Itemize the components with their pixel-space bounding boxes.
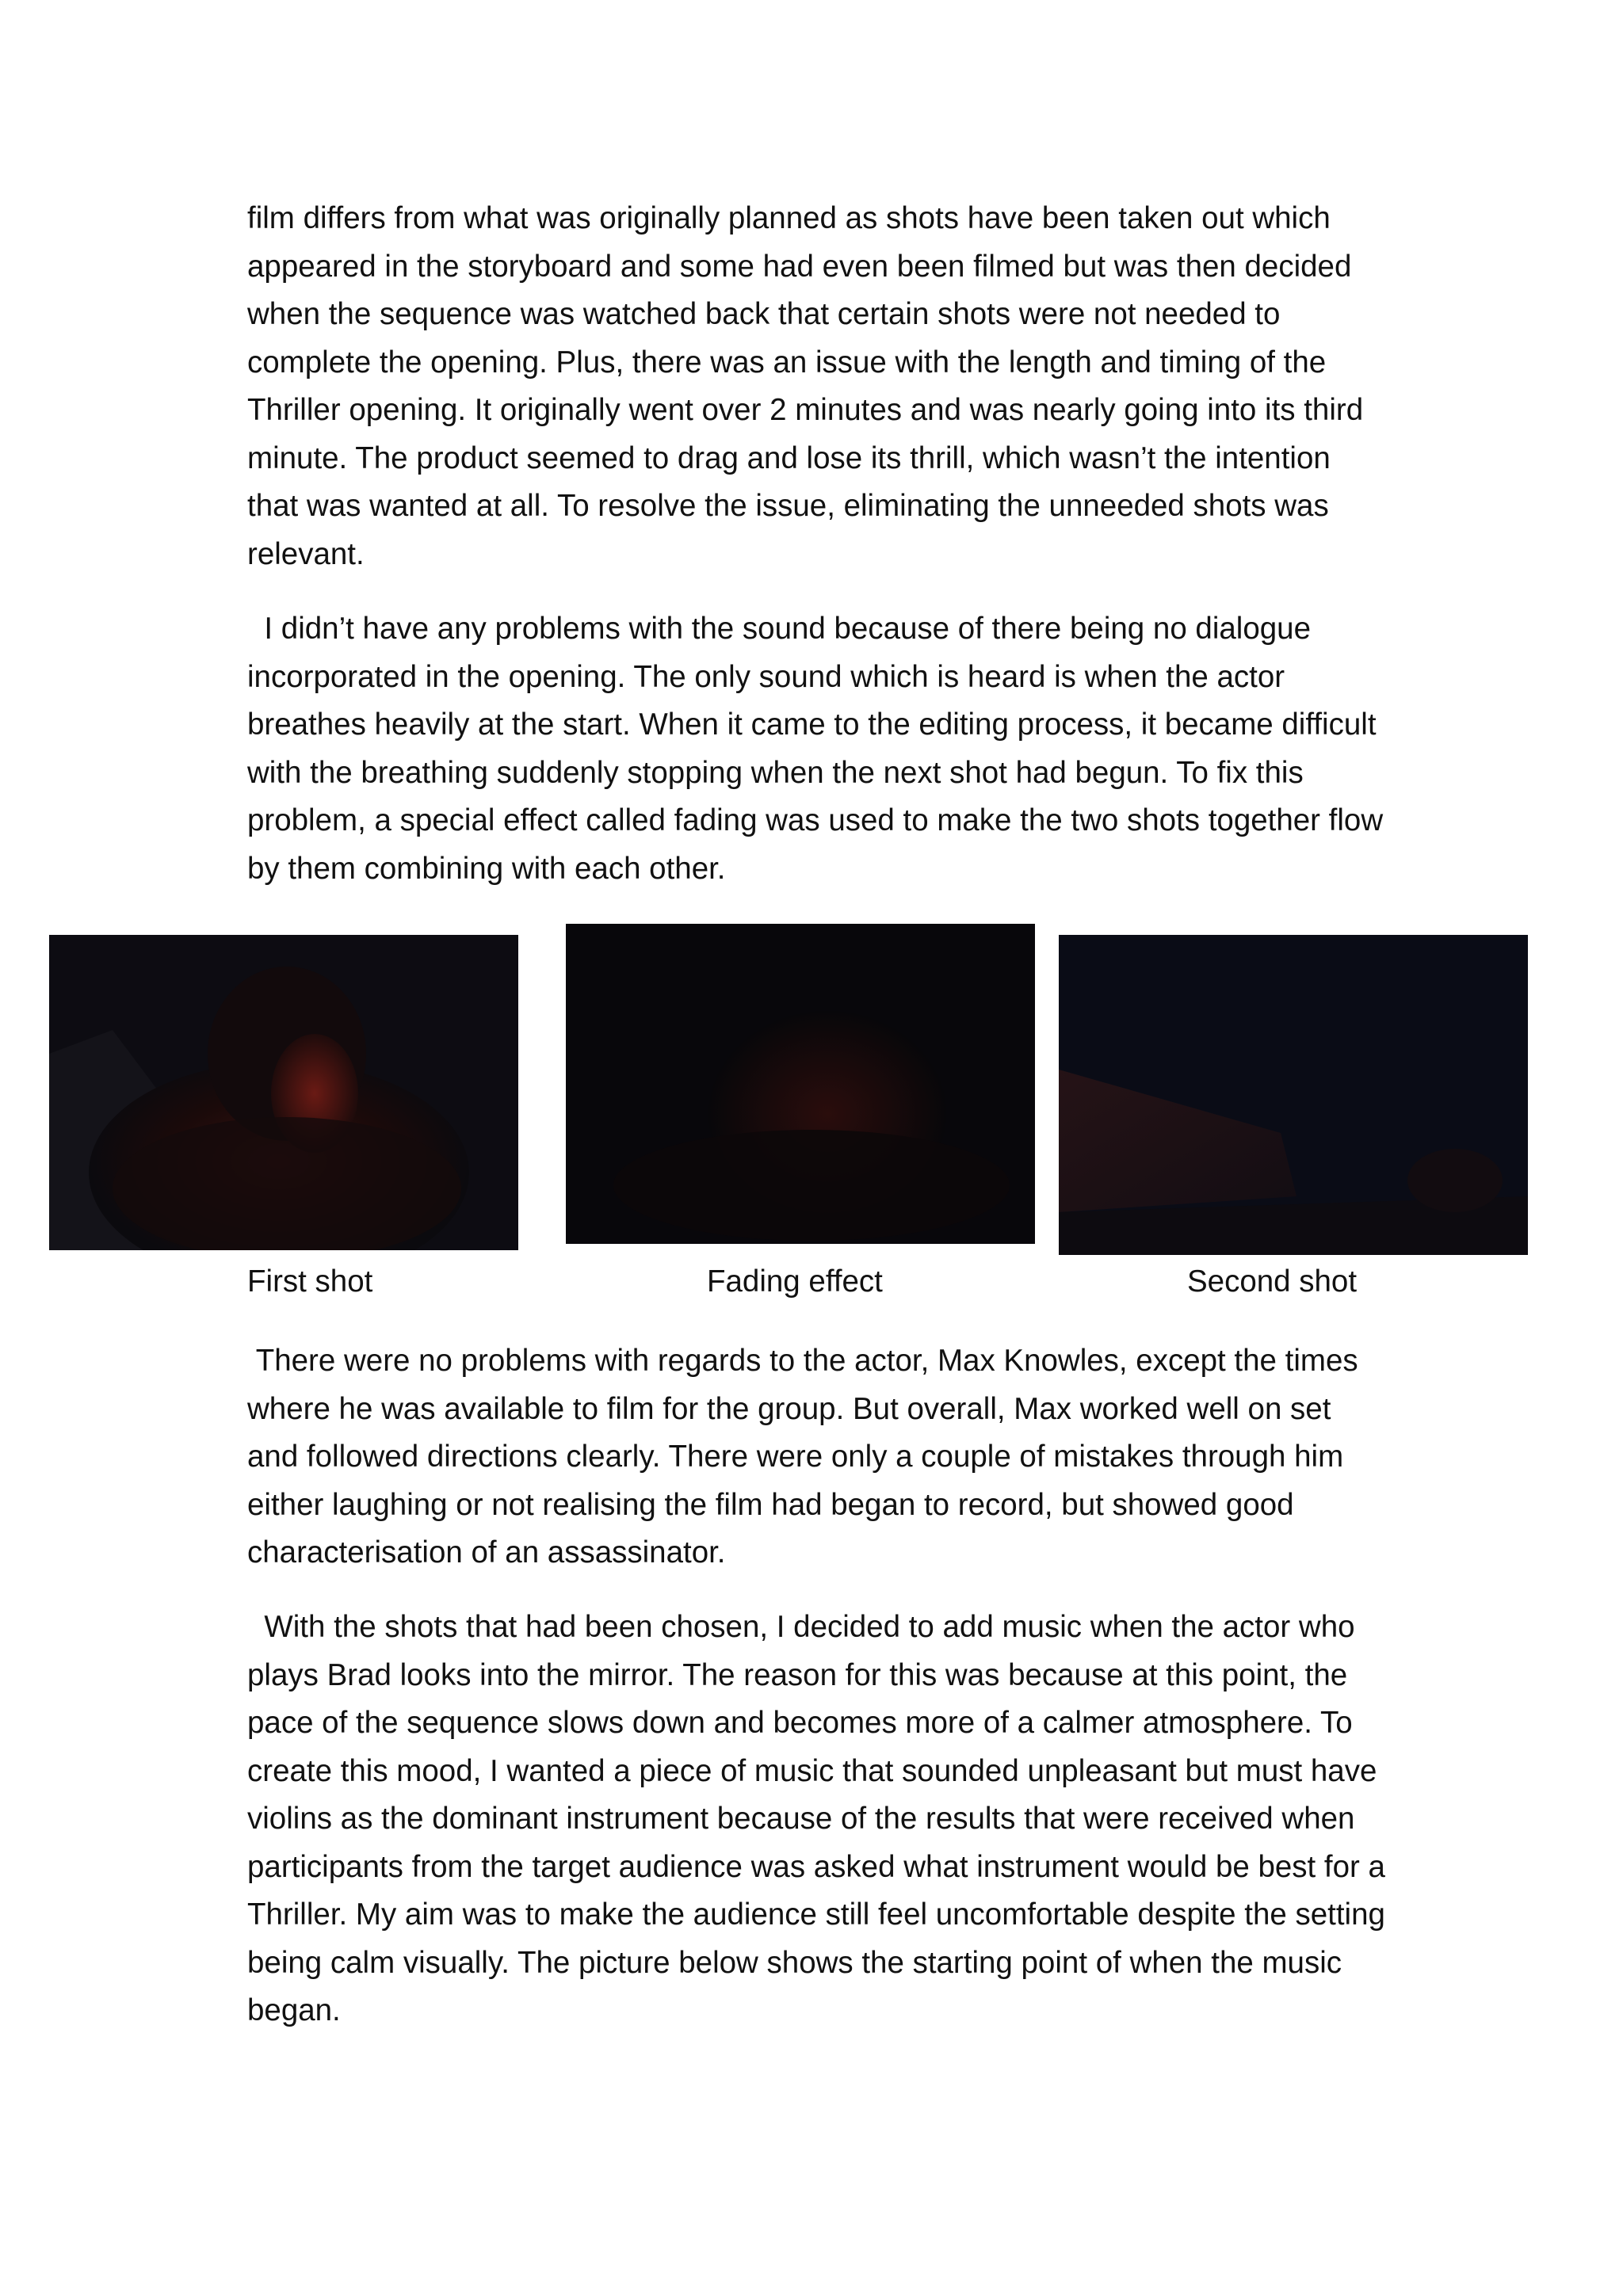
- second-shot-image: [1059, 935, 1528, 1255]
- second-shot-caption: Second shot: [1187, 1264, 1358, 1299]
- fading-effect-image: [566, 924, 1035, 1244]
- fading-effect-caption: Fading effect: [707, 1264, 883, 1299]
- paragraph-editing-length: film differs from what was originally planned as shots have been taken out which appeared in the storyboard and some had even been filmed but was then decided when the sequence was watched back that certain shots were not needed to complete the opening. Plus, there was an issue with the length and timing of the Thriller opening. It originally went over 2 minutes and was nearly going into its third minute. The product seemed to drag and lose its thrill, which wasn’t the intention that was wanted at all. To resolve the issue, eliminating the unneeded shots was relevant.: [247, 201, 1372, 571]
- paragraph-sound: I didn’t have any problems with the sound because of there being no dialogue incorporated in the opening. The only sound which is heard is when the actor breathes heavily at the start. When it came to the editing process, it became difficult with the breathing suddenly stopping when the next shot had begun. To fix this problem, a special effect called fading was used to make the two shots together flow by them combining with each other.: [247, 612, 1392, 886]
- first-shot-image: [49, 935, 518, 1250]
- first-shot-caption: First shot: [247, 1264, 373, 1299]
- paragraph-music: With the shots that had been chosen, I decided to add music when the actor who plays Brad looks into the mirror. The reason for this was because at this point, the pace of the sequence slows down and becomes more of a calmer atmosphere. To create this mood, I wanted a piece of music that sounded unpleasant but must have violins as the dominant instrument because of the results that were received when participants from the target audience was asked what instrument would be best for a Thriller. My aim was to make the audience still feel uncomfortable despite the setting being calm visually. The picture below shows the starting point of when the music began.: [247, 1610, 1394, 2027]
- paragraph-actor: There were no problems with regards to the actor, Max Knowles, except the times where he was available to film for the group. But overall, Max worked well on set and followed directions clearly. There were only a couple of mistakes through him either laughing or not realising the film had began to record, but showed good characterisation of an assassinator.: [247, 1344, 1367, 1569]
